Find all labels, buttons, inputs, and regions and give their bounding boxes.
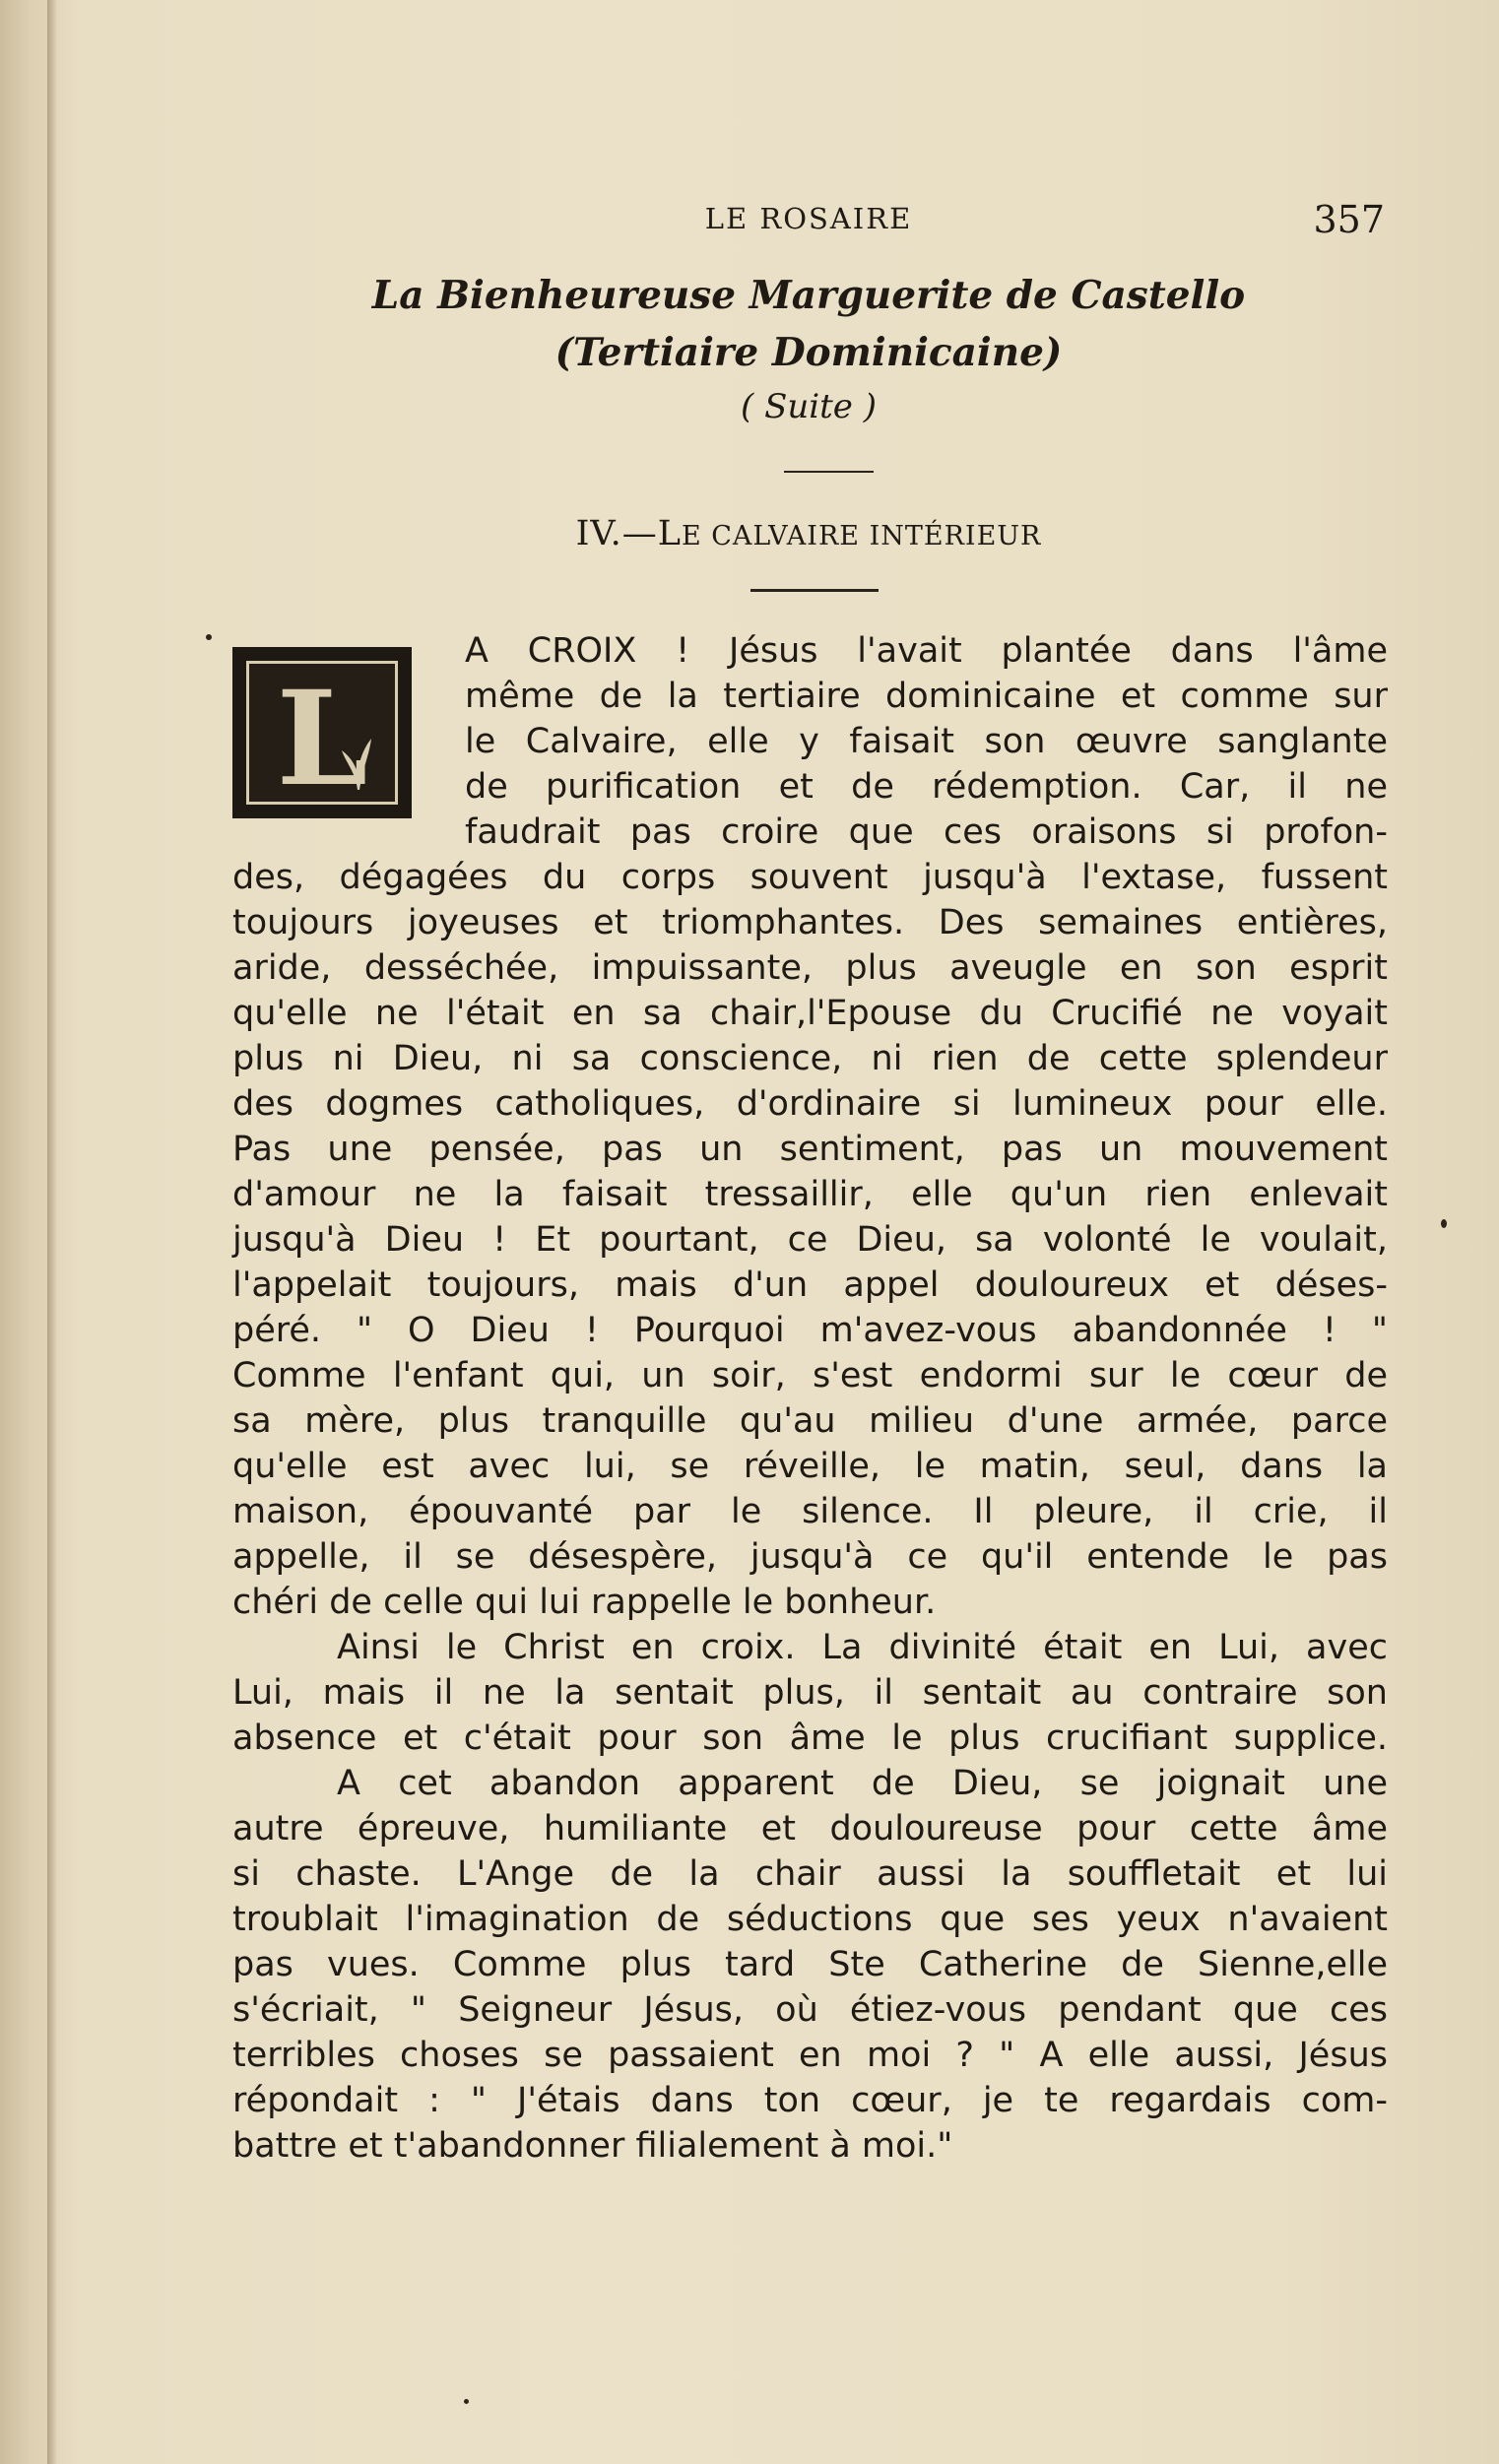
article-title: La Bienheureuse Marguerite de Castello	[371, 273, 1246, 318]
text-line-16: péré. " O Dieu ! Pourquoi m'avez-vous abandonnée ! "	[232, 1311, 1388, 1350]
text-line-34: battre et t'abandonner filialement à moi."	[232, 2126, 953, 2166]
text-line-24: Lui, mais il ne la sentait plus, il sentait au contraire son	[232, 1673, 1388, 1713]
ink-speck	[206, 634, 212, 640]
text-line-30: pas vues. Comme plus tard Ste Catherine de Sienne,elle	[232, 1945, 1388, 1984]
dropcap-frame	[246, 661, 398, 815]
section-heading-text: E CALVAIRE INTÉRIEUR	[681, 521, 1042, 551]
page-header	[232, 198, 1385, 251]
text-line-26: A cet abandon apparent de Dieu, se joignait une	[337, 1764, 1388, 1803]
text-line-1: A CROIX ! Jésus l'avait plantée dans l'âme	[465, 631, 1388, 671]
text-line-20: maison, épouvanté par le silence. Il pleure, il crie, il	[232, 1492, 1388, 1531]
text-line-13: d'amour ne la faisait tressaillir, elle qu'un rien enlevait	[232, 1175, 1388, 1214]
text-line-28: si chaste. L'Ange de la chair aussi la souffletait et lui	[232, 1854, 1388, 1894]
text-line-8: aride, desséchée, impuissante, plus aveugle en son esprit	[232, 948, 1388, 988]
article-subtitle: (Tertiaire Dominicaine)	[554, 330, 1063, 375]
text-line-10: plus ni Dieu, ni sa conscience, ni rien de cette splendeur	[232, 1039, 1388, 1078]
text-line-12: Pas une pensée, pas un sentiment, pas un mouvement	[232, 1130, 1388, 1169]
text-line-32: terribles choses se passaient en moi ? " A elle aussi, Jésus	[232, 2036, 1388, 2075]
text-line-18: sa mère, plus tranquille qu'au milieu d'une armée, parce	[232, 1401, 1388, 1441]
text-line-6: des, dégagées du corps souvent jusqu'à l'extase, fussent	[232, 858, 1388, 897]
text-line-7: toujours joyeuses et triomphantes. Des semaines entières,	[232, 903, 1388, 942]
section-numeral: IV.—L	[575, 514, 682, 553]
text-line-17: Comme l'enfant qui, un soir, s'est endormi sur le cœur de	[232, 1356, 1388, 1395]
text-line-23: Ainsi le Christ en croix. La divinité était en Lui, avec	[337, 1628, 1388, 1667]
text-line-5: faudrait pas croire que ces oraisons si profon-	[465, 812, 1388, 852]
text-line-2: même de la tertiaire dominicaine et comme sur	[465, 677, 1388, 716]
text-line-29: troublait l'imagination de séductions que ses yeux n'avaient	[232, 1900, 1388, 1939]
text-line-14: jusqu'à Dieu ! Et pourtant, ce Dieu, sa volonté le voulait,	[232, 1220, 1388, 1260]
text-line-4: de purification et de rédemption. Car, il ne	[465, 767, 1388, 807]
text-line-33: répondait : " J'étais dans ton cœur, je te regardais com-	[232, 2081, 1388, 2120]
suite-label: ( Suite )	[741, 387, 877, 426]
ink-speck	[464, 2399, 469, 2404]
text-line-19: qu'elle est avec lui, se réveille, le matin, seul, dans la	[232, 1447, 1388, 1486]
page-gutter-shadow	[47, 0, 57, 2464]
ornamental-dropcap	[232, 647, 412, 818]
title-divider	[784, 471, 874, 473]
text-line-3: le Calvaire, elle y faisait son œuvre sanglante	[465, 722, 1388, 761]
page-number: 357	[1313, 198, 1385, 241]
text-line-9: qu'elle ne l'était en sa chair,l'Epouse du Crucifié ne voyait	[232, 994, 1388, 1033]
text-line-11: des dogmes catholiques, d'ordinaire si lumineux pour elle.	[232, 1084, 1388, 1124]
ink-speck	[1441, 1219, 1447, 1228]
dropcap-letter: L	[276, 663, 368, 815]
text-line-15: l'appelait toujours, mais d'un appel douloureux et déses-	[232, 1265, 1388, 1305]
text-line-22: chéri de celle qui lui rappelle le bonheur.	[232, 1583, 937, 1622]
text-line-27: autre épreuve, humiliante et douloureuse pour cette âme	[232, 1809, 1388, 1848]
text-line-25: absence et c'était pour son âme le plus crucifiant supplice.	[232, 1718, 1388, 1758]
section-divider	[750, 589, 879, 592]
text-line-31: s'écriait, " Seigneur Jésus, où étiez-vous pendant que ces	[232, 1990, 1388, 2030]
section-heading	[232, 514, 1385, 553]
running-title: LE ROSAIRE	[704, 202, 913, 235]
text-line-21: appelle, il se désespère, jusqu'à ce qu'il entende le pas	[232, 1537, 1388, 1577]
foliage-ornament-icon	[338, 733, 377, 792]
